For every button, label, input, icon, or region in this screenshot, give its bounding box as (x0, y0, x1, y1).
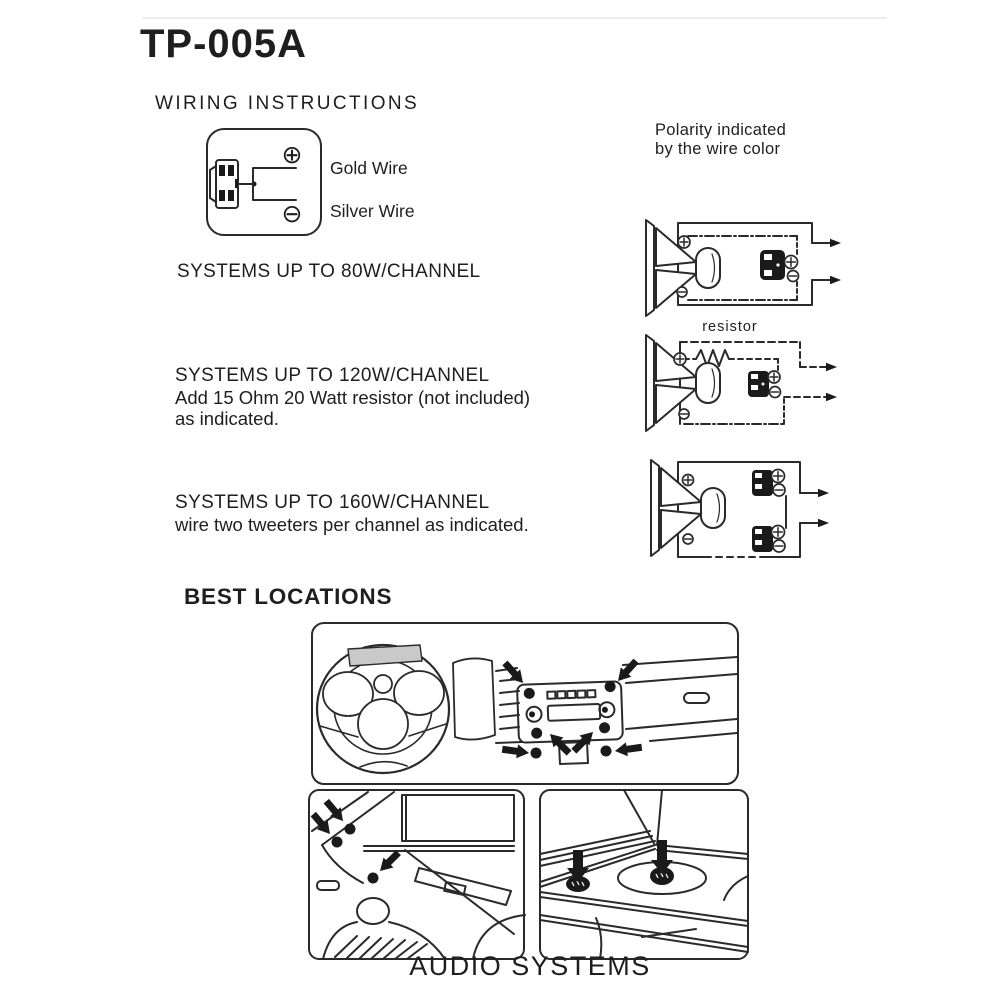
mount-dot (531, 748, 542, 759)
plus-terminal-icon: ⊕ (281, 141, 303, 169)
polarity-note: Polarity indicated by the wire color (655, 121, 787, 158)
minus-terminal-icon (788, 271, 799, 282)
mount-dot (531, 727, 542, 738)
mount-dot (332, 837, 343, 848)
tweeter-icon (760, 250, 785, 280)
tweeter-icon (752, 526, 773, 552)
wiring-instructions-heading: WIRING INSTRUCTIONS (155, 93, 420, 114)
scan-edge (142, 17, 886, 19)
plus-terminal-icon (768, 371, 780, 383)
plus-terminal-icon (683, 475, 694, 486)
arrow-icon (826, 363, 837, 371)
arrow-icon (818, 489, 829, 497)
minus-terminal-icon (679, 409, 689, 419)
glovebox-handle (684, 693, 709, 703)
rear-window-edge (540, 831, 655, 866)
rear-deck-location-panel (538, 788, 750, 961)
arrow-icon (308, 810, 335, 839)
minus-terminal-icon (677, 287, 687, 297)
arrow-icon (818, 519, 829, 527)
wiring-diagram-80w (640, 216, 940, 320)
polarity-legend-box (204, 126, 326, 240)
arrow-icon (830, 276, 841, 284)
headrest (357, 898, 389, 924)
wiring-diagram-120w (640, 316, 940, 448)
page-title: TP-005A (140, 22, 308, 66)
best-locations-heading: BEST LOCATIONS (184, 584, 393, 609)
deck-edges (540, 892, 748, 952)
car-window (402, 795, 514, 841)
steering-wheel (317, 645, 449, 773)
minus-terminal-icon (773, 540, 785, 552)
arrow-icon (500, 658, 528, 687)
plus-terminal-icon (772, 470, 785, 483)
mount-dot (524, 688, 535, 699)
location-arrows (308, 797, 403, 876)
system-120w-title: SYSTEMS UP TO 120W/CHANNEL (175, 365, 490, 386)
c-pillar (624, 790, 662, 845)
plus-terminal-icon (785, 256, 798, 269)
minus-terminal-icon (773, 484, 785, 496)
tweeter-icon (752, 470, 773, 496)
dashboard-location-panel (310, 621, 740, 786)
door-sill (364, 846, 514, 851)
minus-terminal-icon: ⊖ (281, 200, 303, 228)
system-120w-block: SYSTEMS UP TO 120W/CHANNEL Add 15 Ohm 20 Watt resistor (not included) as indicated. (175, 365, 531, 429)
system-160w-title: SYSTEMS UP TO 160W/CHANNEL (175, 492, 490, 513)
cassette-slot (548, 704, 600, 721)
system-160w-block: SYSTEMS UP TO 160W/CHANNEL wire two tweeters per channel as indicated. (175, 492, 529, 535)
arrow-icon (830, 239, 841, 247)
wiring-diagram-160w (645, 450, 945, 580)
mount-dot (601, 746, 612, 757)
arrow-icon (501, 742, 530, 760)
speaker-icon (646, 220, 720, 316)
arrow-icon (614, 740, 643, 758)
arrow-icon (826, 393, 837, 401)
mount-dot (345, 824, 356, 835)
plus-terminal-icon (678, 236, 690, 248)
tweeter-icon (748, 371, 769, 397)
a-pillar (312, 792, 394, 845)
door-pillar-location-panel (307, 788, 526, 961)
tweeter-icon (210, 160, 238, 208)
plus-terminal-icon (674, 353, 686, 365)
minus-terminal-icon (770, 387, 781, 398)
armrest (317, 881, 339, 890)
gold-wire-label: Gold Wire (330, 158, 408, 178)
silver-wire-label: Silver Wire (330, 201, 415, 221)
system-80w-title: SYSTEMS UP TO 80W/CHANNEL (177, 261, 481, 282)
plus-terminal-icon (772, 526, 785, 539)
car-stereo (517, 681, 623, 743)
mount-dot (368, 873, 379, 884)
minus-terminal-icon (683, 534, 693, 544)
wire-split (253, 168, 296, 200)
footer-title: AUDIO SYSTEMS (409, 951, 651, 981)
mount-dot (599, 722, 610, 733)
resistor-label: resistor (702, 319, 758, 335)
